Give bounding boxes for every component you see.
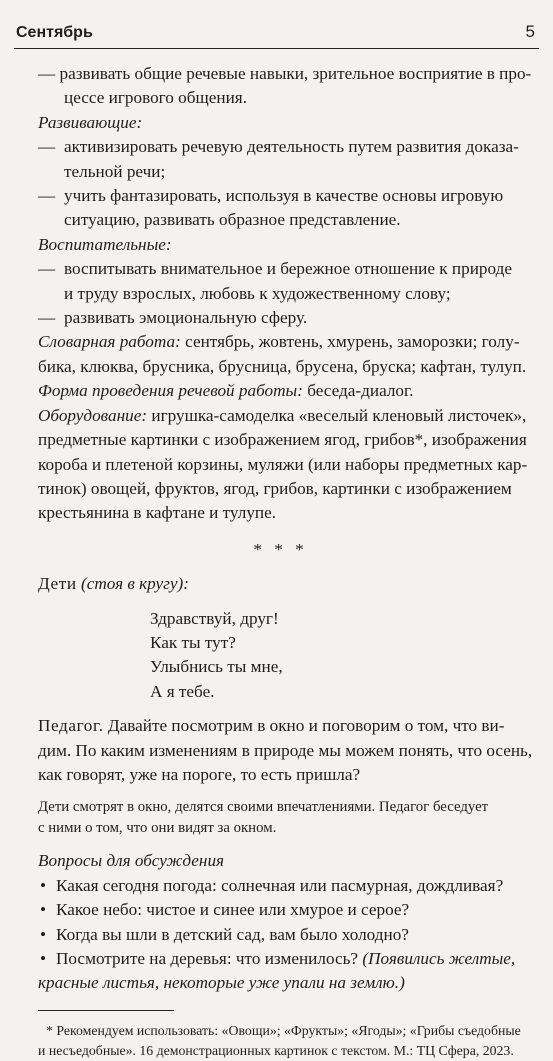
subheading: Развивающие:	[38, 112, 143, 132]
footnote-line: и несъедобные». 16 демонстрационных картинок с текстом. М.: ТЦ Сфера, 2023.	[38, 1042, 514, 1058]
section-title: Сентябрь	[16, 24, 93, 41]
list-item	[38, 184, 523, 208]
poem-line: А я тебе.	[150, 681, 215, 701]
answer-hint: (Появились желтые,	[358, 949, 516, 968]
text-line: как говорят, уже на пороге, то есть пришла?	[38, 764, 361, 784]
poem-line: Здравствуй, друг!	[150, 608, 279, 628]
question-text: Посмотрите на деревья: что изменилось?	[56, 949, 359, 968]
text-line: тинок) овощей, фруктов, ягод, грибов, картинки с изображением	[38, 478, 512, 498]
form-label: Форма проведения речевой работы:	[38, 381, 303, 401]
page-body	[38, 62, 533, 1061]
poem-line: Как ты тут?	[150, 632, 236, 652]
question-text: Когда вы шли в детский сад, вам было холодно?	[56, 924, 409, 944]
text-line: цессе игрового общения.	[64, 88, 247, 108]
page-number: 5	[525, 22, 535, 41]
dialogue-line	[38, 572, 523, 596]
text-run: беседа-диалог.	[302, 381, 414, 401]
text-run: Давайте посмотрим в окно и поговорим о том, что ви-	[103, 716, 505, 736]
vocabulary-paragraph	[38, 330, 523, 354]
text-line: учить фантазировать, используя в качестве основы игровую	[64, 186, 504, 206]
text-line: короба и плетеной корзины, муляжи (или наборы предметных кар-	[38, 454, 528, 474]
bullet-icon: •	[40, 900, 47, 920]
list-item	[38, 135, 523, 159]
text-line: активизировать речевую деятельность путем развития доказа-	[64, 137, 519, 157]
dialogue-line	[38, 714, 523, 738]
dash-marker: —	[38, 137, 56, 157]
question-text: Какое небо: чистое и синее или хмурое и серое?	[56, 900, 410, 920]
text-line: ситуацию, развивать образное представление.	[64, 210, 401, 230]
footnote-rule	[38, 1010, 174, 1011]
stage-direction: (стоя в кругу):	[76, 574, 189, 594]
dash-marker: —	[38, 308, 56, 328]
text-line: — развивать общие речевые навыки, зрительное восприятие в про-	[38, 64, 532, 83]
speaker-children: Дети	[38, 574, 77, 594]
subheading: Воспитательные:	[38, 234, 172, 254]
equipment-label: Оборудование:	[38, 405, 148, 425]
questions-heading: Вопросы для обсуждения	[38, 851, 225, 871]
question-item	[38, 947, 523, 971]
question-item	[38, 923, 523, 947]
list-item	[38, 257, 523, 281]
running-header	[14, 14, 539, 49]
text-line: дим. По каким изменениям в природе мы можем понять, что осень,	[38, 740, 533, 760]
answer-hint-line: красные листья, некоторые уже упали на землю.)	[38, 973, 405, 993]
bullet-icon: •	[40, 875, 47, 895]
question-item	[38, 898, 523, 922]
text-line: развивать эмоциональную сферу.	[64, 308, 308, 328]
question-text: Какая сегодня погода: солнечная или пасмурная, дождливая?	[56, 875, 504, 895]
list-item	[38, 306, 523, 330]
bullet-icon: •	[40, 949, 47, 968]
text-run: игрушка-самоделка «веселый кленовый листочек»,	[147, 405, 527, 425]
question-item	[38, 874, 523, 898]
text-line: предметные картинки с изображением ягод, грибов*, изображения	[38, 430, 527, 450]
remark-line: Дети смотрят в окно, делятся своими впечатлениями. Педагог беседует	[38, 799, 489, 816]
remark-line: с ними о том, что они видят за окном.	[38, 820, 277, 837]
footnote-line: * Рекомендуем использовать: «Овощи»; «Фрукты»; «Ягоды»; «Грибы съедобные	[46, 1022, 521, 1038]
dash-marker: —	[38, 259, 56, 279]
form-paragraph	[38, 379, 523, 403]
equipment-paragraph	[38, 404, 527, 428]
vocabulary-label: Словарная работа:	[38, 332, 181, 352]
section-divider-stars: * * *	[253, 539, 308, 559]
text-line: тельной речи;	[64, 161, 166, 181]
bullet-icon: •	[40, 924, 47, 944]
speaker-teacher: Педагог.	[38, 716, 104, 736]
dash-marker: —	[38, 186, 56, 206]
text-line: крестьянина в кафтане и тулупе.	[38, 503, 277, 523]
text-line: и труду взрослых, любовь к художественному слову;	[64, 283, 451, 303]
text-line: бика, клюква, брусника, брусница, брусена, бруска; кафтан, тулуп.	[38, 356, 527, 376]
text-line: воспитывать внимательное и бережное отношение к природе	[64, 259, 512, 279]
text-run: сентябрь, жовтень, хмурень, заморозки; голу-	[180, 332, 520, 352]
poem-line: Улыбнись ты мне,	[150, 657, 283, 677]
